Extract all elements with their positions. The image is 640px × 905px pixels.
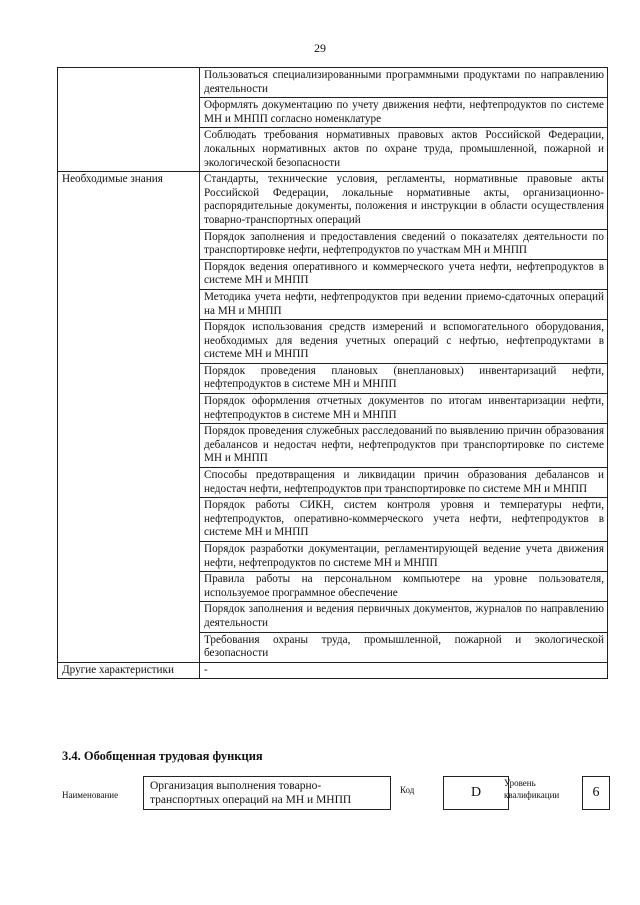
page-number: 29 (314, 41, 326, 55)
row-item: Порядок ведения оперативного и коммерческого учета нефти, нефтепродуктов в системе МН и МНПП (200, 259, 608, 289)
name-value-box: Организация выполнения товарно-транспортных операций на МН и МНПП (143, 776, 391, 810)
name-label: Наименование (62, 790, 119, 800)
level-label-line-2: квалификации (504, 790, 560, 800)
code-value-box: D (443, 776, 509, 810)
row-item: Порядок оформления отчетных документов по итогам инвентаризации нефти, нефтепродуктов в системе МН и МНПП (200, 394, 608, 424)
row-item: Правила работы на персональном компьютере на уровне пользователя, используемое программное обеспечение (200, 572, 608, 602)
row-item: Способы предотвращения и ликвидации причин образования дебалансов и недостач нефти, нефтепродуктов при транспортировке по системе МН и МНПП (200, 468, 608, 498)
row-item: Методика учета нефти, нефтепродуктов при ведении приемо-сдаточных операций на МН и МНПП (200, 289, 608, 319)
row-label (58, 68, 200, 172)
level-value-box: 6 (582, 776, 610, 810)
skills-knowledge-table (57, 67, 608, 679)
section-heading: 3.4. Обобщенная трудовая функция (62, 749, 263, 763)
row-item: Требования охраны труда, промышленной, пожарной и экологической безопасности (200, 632, 608, 662)
row-item: Пользоваться специализированными программными продуктами по направлению деятельности (200, 68, 608, 98)
row-item: Порядок заполнения и ведения первичных документов, журналов по направлению деятельности (200, 602, 608, 632)
row-item: Порядок проведения плановых (внеплановых) инвентаризаций нефти, нефтепродуктов в системе МН и МНПП (200, 363, 608, 393)
row-item: Порядок проведения служебных расследований по выявлению причин образования дебалансов и недостач нефти, нефтепродуктов при транспортировке по системе МН и МНПП (200, 424, 608, 468)
row-item: Соблюдать требования нормативных правовых актов Российской Федерации, локальных нормативных актов по охране труда, промышленной, пожарной и экологической безопасности (200, 128, 608, 172)
level-label-line-1: Уровень (504, 778, 536, 788)
generalized-function-row (62, 774, 610, 814)
row-item: - (200, 662, 608, 679)
row-item: Порядок заполнения и предоставления сведений о показателях деятельности по транспортировке нефти, нефтепродуктов по участкам МН и МНПП (200, 229, 608, 259)
row-item: Порядок разработки документации, регламентирующей ведение учета движения нефти, нефтепродуктов по системе МН и МНПП (200, 542, 608, 572)
row-label: Необходимые знания (58, 172, 200, 663)
row-item: Порядок использования средств измерений и вспомогательного оборудования, необходимых для ведения учетных операций с нефтью, нефтепродуктами в системе МН и МНПП (200, 320, 608, 364)
table-row (58, 172, 608, 229)
table-row (58, 662, 608, 679)
table-row (58, 68, 608, 98)
row-item: Порядок работы СИКН, систем контроля уровня и температуры нефти, нефтепродуктов, оперативно-коммерческого учета нефти, нефтепродуктов в системе МН и МНПП (200, 498, 608, 542)
row-item: Оформлять документацию по учету движения нефти, нефтепродуктов по системе МН и МНПП согласно номенклатуре (200, 98, 608, 128)
row-label: Другие характеристики (58, 662, 200, 679)
row-item: Стандарты, технические условия, регламенты, нормативные правовые акты Российской Федерации, локальные нормативные акты, организационно-распорядительные документы, положения и инструкции в области осуществления товарно-транспортных операций (200, 172, 608, 229)
code-label: Код (400, 785, 415, 795)
